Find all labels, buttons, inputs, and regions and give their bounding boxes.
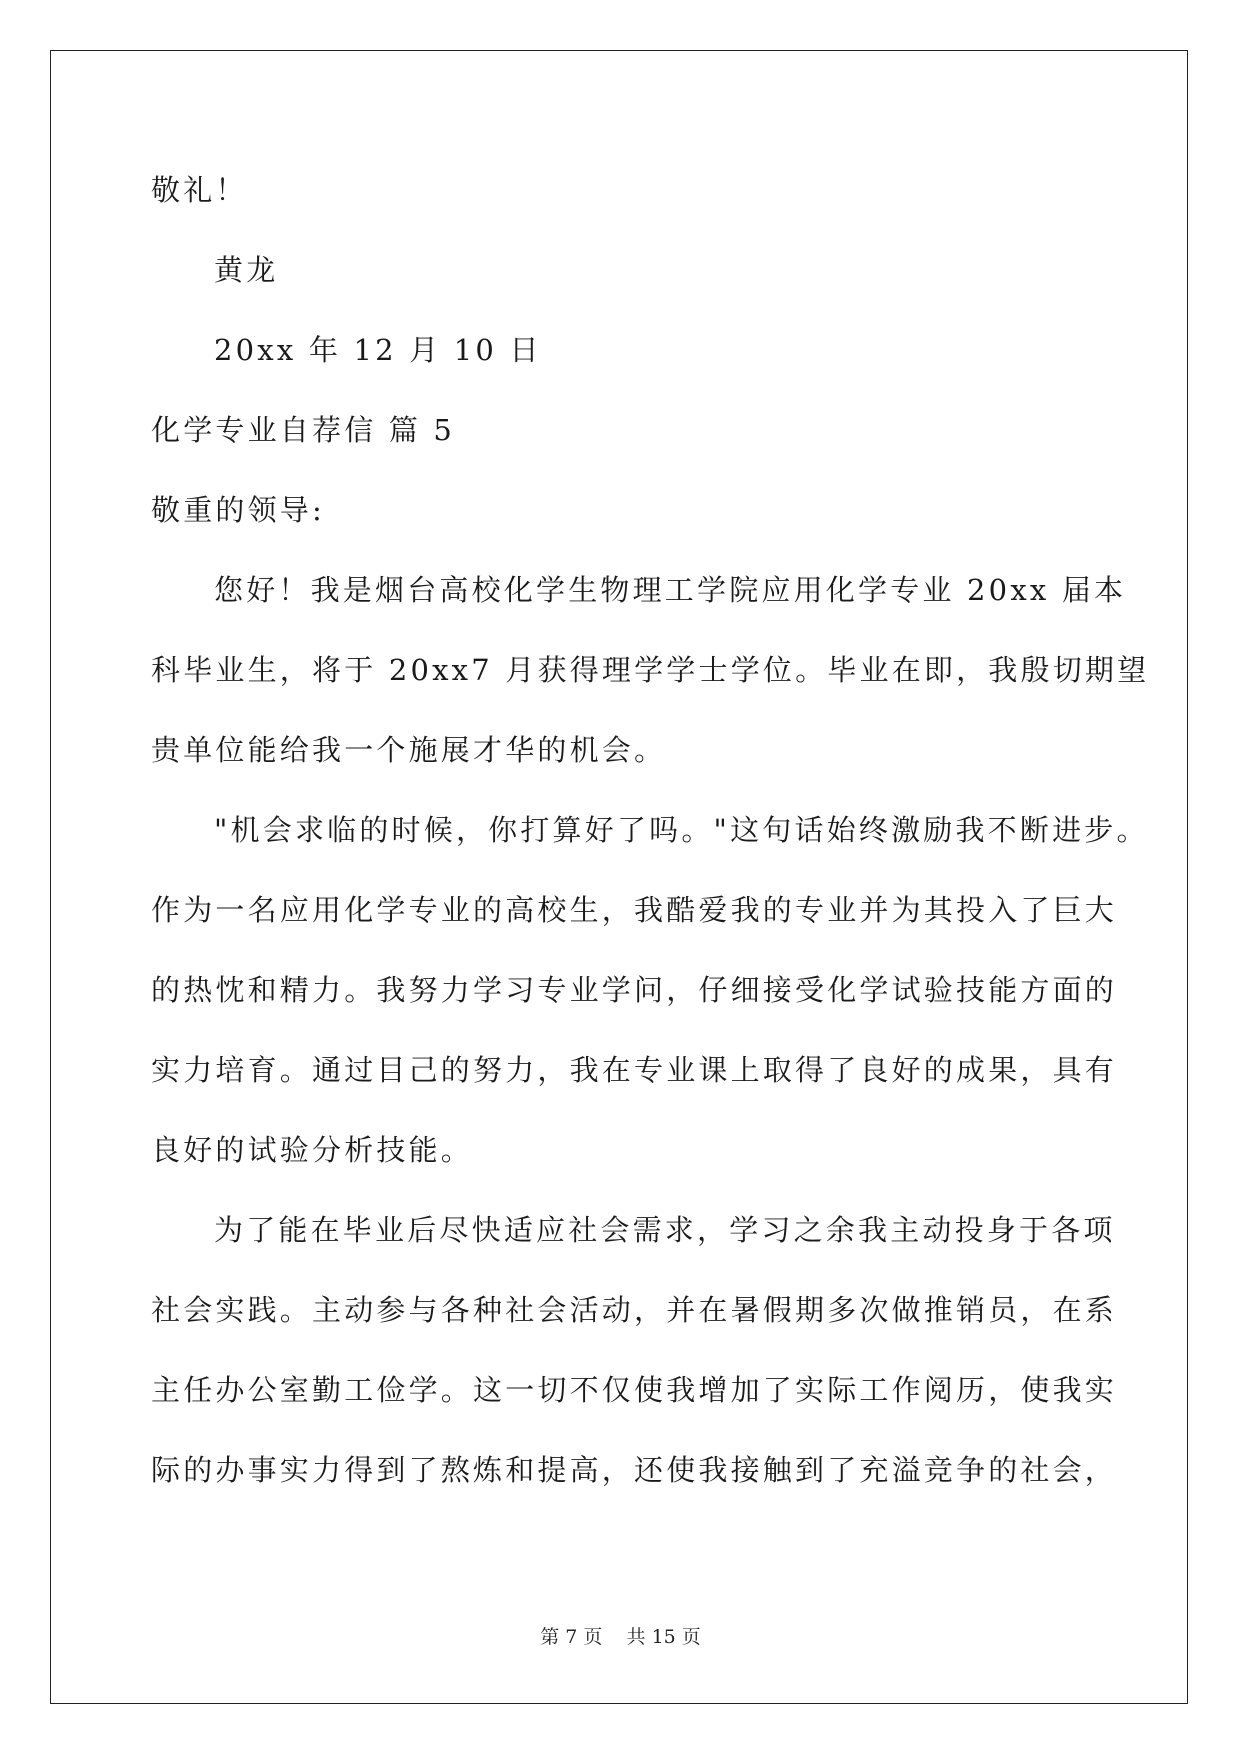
paragraph-line: 实力培育。通过目己的努力，我在专业课上取得了良好的成果，具有 [151, 1053, 1118, 1087]
paragraph-line: 主任办公室勤工俭学。这一切不仅使我增加了实际工作阅历，使我实 [151, 1373, 1118, 1407]
paragraph-line: "机会求临的时候，你打算好了吗。"这句话始终激励我不断进步。 [214, 813, 1149, 847]
letter-greeting: 敬重的领导: [151, 493, 325, 527]
paragraph-line: 作为一名应用化学专业的高校生，我酷爱我的专业并为其投入了巨大 [151, 893, 1118, 927]
paragraph-line: 您好！我是烟台高校化学生物理工学院应用化学专业 20xx 届本 [214, 573, 1127, 607]
paragraph-line: 科毕业生，将于 20xx7 月获得理学学士学位。毕业在即，我殷切期望 [151, 653, 1150, 687]
paragraph-line: 的热忱和精力。我努力学习专业学问，仔细接受化学试验技能方面的 [151, 973, 1118, 1007]
paragraph-line: 为了能在毕业后尽快适应社会需求，学习之余我主动投身于各项 [214, 1213, 1116, 1247]
paragraph-line: 良好的试验分析技能。 [151, 1133, 474, 1167]
signature: 黄龙 [214, 253, 279, 287]
section-title: 化学专业自荐信 篇 5 [151, 413, 456, 447]
page-number-footer: 第 7 页 共 15 页 [540, 1626, 701, 1648]
letter-date: 20xx 年 12 月 10 日 [214, 333, 542, 367]
paragraph-line: 社会实践。主动参与各种社会活动，并在暑假期多次做推销员，在系 [151, 1293, 1118, 1327]
closing-salutation: 敬礼！ [151, 173, 248, 207]
paragraph-line: 贵单位能给我一个施展才华的机会。 [151, 733, 667, 767]
paragraph-line: 际的办事实力得到了熬炼和提高，还使我接触到了充溢竞争的社会， [151, 1453, 1118, 1487]
